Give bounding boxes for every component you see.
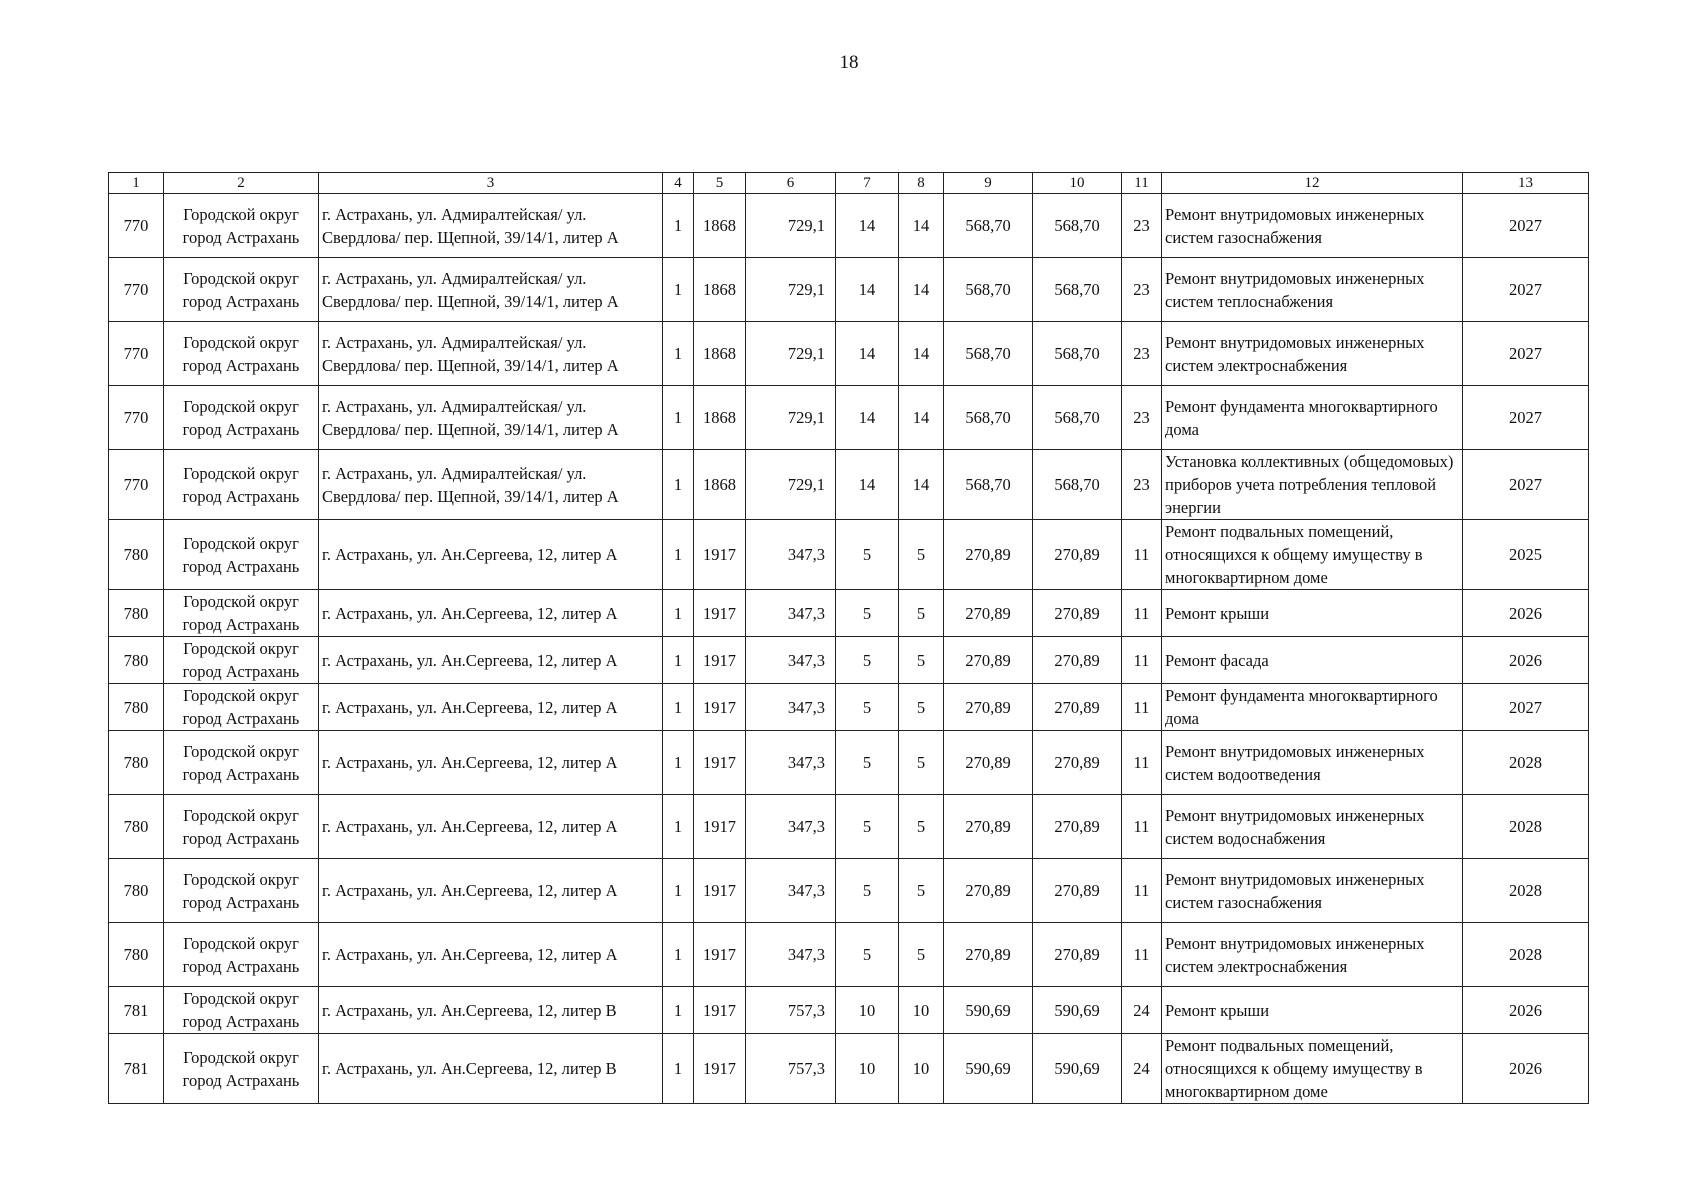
cell-col-7: 5 — [836, 637, 899, 684]
cell-col-7: 5 — [836, 923, 899, 987]
cell-planned-year: 2026 — [1463, 987, 1589, 1034]
housing-register-table — [108, 172, 1589, 1104]
cell-col-8: 5 — [899, 859, 944, 923]
cell-col-9: 568,70 — [944, 194, 1033, 258]
table-row — [109, 386, 1589, 450]
cell-number: 781 — [109, 1034, 164, 1104]
cell-col-10: 568,70 — [1033, 322, 1122, 386]
cell-address: г. Астрахань, ул. Ан.Сергеева, 12, литер А — [319, 859, 663, 923]
cell-address: г. Астрахань, ул. Ан.Сергеева, 12, литер А — [319, 520, 663, 590]
cell-col-11: 11 — [1122, 637, 1162, 684]
column-header-1: 1 — [109, 173, 164, 194]
cell-address: г. Астрахань, ул. Ан.Сергеева, 12, литер В — [319, 987, 663, 1034]
cell-col-11: 11 — [1122, 684, 1162, 731]
cell-col-11: 23 — [1122, 386, 1162, 450]
cell-year: 1868 — [694, 322, 746, 386]
cell-col-11: 24 — [1122, 987, 1162, 1034]
cell-work-type: Ремонт крыши — [1162, 987, 1463, 1034]
cell-col-9: 270,89 — [944, 684, 1033, 731]
cell-col-8: 14 — [899, 258, 944, 322]
cell-planned-year: 2027 — [1463, 450, 1589, 520]
cell-col-7: 5 — [836, 590, 899, 637]
table-row — [109, 520, 1589, 590]
cell-col-9: 270,89 — [944, 923, 1033, 987]
cell-municipality: Городской округ город Астрахань — [164, 1034, 319, 1104]
column-header-10: 10 — [1033, 173, 1122, 194]
cell-area: 347,3 — [746, 637, 836, 684]
cell-address: г. Астрахань, ул. Ан.Сергеева, 12, литер А — [319, 795, 663, 859]
cell-col-11: 24 — [1122, 1034, 1162, 1104]
cell-number: 770 — [109, 386, 164, 450]
cell-municipality: Городской округ город Астрахань — [164, 731, 319, 795]
cell-col-11: 11 — [1122, 590, 1162, 637]
cell-number: 780 — [109, 923, 164, 987]
cell-address: г. Астрахань, ул. Адмиралтейская/ ул. Свердлова/ пер. Щепной, 39/14/1, литер А — [319, 450, 663, 520]
table-row — [109, 322, 1589, 386]
cell-year: 1917 — [694, 987, 746, 1034]
cell-planned-year: 2027 — [1463, 194, 1589, 258]
cell-number: 780 — [109, 684, 164, 731]
cell-address: г. Астрахань, ул. Ан.Сергеева, 12, литер А — [319, 923, 663, 987]
cell-col-7: 14 — [836, 386, 899, 450]
cell-number: 770 — [109, 194, 164, 258]
cell-work-type: Ремонт внутридомовых инженерных систем газоснабжения — [1162, 859, 1463, 923]
cell-col-7: 14 — [836, 258, 899, 322]
cell-address: г. Астрахань, ул. Ан.Сергеева, 12, литер А — [319, 637, 663, 684]
cell-col-11: 11 — [1122, 731, 1162, 795]
column-header-8: 8 — [899, 173, 944, 194]
cell-col-9: 270,89 — [944, 795, 1033, 859]
column-header-12: 12 — [1162, 173, 1463, 194]
cell-col-9: 270,89 — [944, 637, 1033, 684]
cell-col-8: 5 — [899, 684, 944, 731]
cell-work-type: Ремонт внутридомовых инженерных систем электроснабжения — [1162, 923, 1463, 987]
cell-col-10: 270,89 — [1033, 590, 1122, 637]
cell-work-type: Ремонт внутридомовых инженерных систем электроснабжения — [1162, 322, 1463, 386]
cell-col-4: 1 — [663, 859, 694, 923]
cell-col-8: 14 — [899, 194, 944, 258]
cell-planned-year: 2027 — [1463, 386, 1589, 450]
table-row — [109, 859, 1589, 923]
cell-address: г. Астрахань, ул. Адмиралтейская/ ул. Свердлова/ пер. Щепной, 39/14/1, литер А — [319, 322, 663, 386]
cell-planned-year: 2027 — [1463, 258, 1589, 322]
cell-number: 780 — [109, 590, 164, 637]
cell-area: 729,1 — [746, 194, 836, 258]
cell-col-4: 1 — [663, 322, 694, 386]
cell-col-4: 1 — [663, 450, 694, 520]
cell-col-7: 5 — [836, 859, 899, 923]
cell-planned-year: 2028 — [1463, 923, 1589, 987]
cell-planned-year: 2028 — [1463, 795, 1589, 859]
cell-col-9: 270,89 — [944, 520, 1033, 590]
cell-planned-year: 2025 — [1463, 520, 1589, 590]
cell-col-8: 10 — [899, 987, 944, 1034]
cell-col-4: 1 — [663, 923, 694, 987]
table-row — [109, 637, 1589, 684]
cell-col-9: 590,69 — [944, 1034, 1033, 1104]
cell-col-9: 270,89 — [944, 859, 1033, 923]
cell-planned-year: 2028 — [1463, 731, 1589, 795]
cell-area: 347,3 — [746, 590, 836, 637]
cell-year: 1917 — [694, 590, 746, 637]
cell-col-10: 270,89 — [1033, 731, 1122, 795]
cell-col-7: 5 — [836, 520, 899, 590]
cell-col-4: 1 — [663, 1034, 694, 1104]
cell-col-7: 14 — [836, 322, 899, 386]
cell-col-11: 23 — [1122, 450, 1162, 520]
cell-col-7: 5 — [836, 795, 899, 859]
table-body — [109, 194, 1589, 1104]
cell-col-8: 5 — [899, 590, 944, 637]
cell-number: 780 — [109, 859, 164, 923]
table-row — [109, 795, 1589, 859]
cell-col-4: 1 — [663, 731, 694, 795]
column-header-7: 7 — [836, 173, 899, 194]
cell-col-9: 568,70 — [944, 386, 1033, 450]
cell-col-7: 5 — [836, 684, 899, 731]
cell-year: 1917 — [694, 637, 746, 684]
cell-number: 770 — [109, 322, 164, 386]
column-header-5: 5 — [694, 173, 746, 194]
cell-col-11: 23 — [1122, 194, 1162, 258]
cell-year: 1868 — [694, 258, 746, 322]
cell-col-10: 568,70 — [1033, 450, 1122, 520]
cell-col-9: 568,70 — [944, 450, 1033, 520]
cell-planned-year: 2026 — [1463, 590, 1589, 637]
cell-area: 347,3 — [746, 923, 836, 987]
cell-col-10: 270,89 — [1033, 684, 1122, 731]
cell-col-7: 10 — [836, 1034, 899, 1104]
cell-area: 347,3 — [746, 684, 836, 731]
cell-col-11: 23 — [1122, 322, 1162, 386]
cell-col-7: 14 — [836, 194, 899, 258]
table-row — [109, 684, 1589, 731]
cell-number: 781 — [109, 987, 164, 1034]
column-header-6: 6 — [746, 173, 836, 194]
cell-year: 1868 — [694, 450, 746, 520]
cell-municipality: Городской округ город Астрахань — [164, 637, 319, 684]
cell-address: г. Астрахань, ул. Ан.Сергеева, 12, литер А — [319, 731, 663, 795]
cell-work-type: Ремонт внутридомовых инженерных систем водоснабжения — [1162, 795, 1463, 859]
cell-col-4: 1 — [663, 795, 694, 859]
cell-work-type: Ремонт внутридомовых инженерных систем водоотведения — [1162, 731, 1463, 795]
cell-col-8: 5 — [899, 637, 944, 684]
cell-municipality: Городской округ город Астрахань — [164, 859, 319, 923]
cell-work-type: Ремонт фасада — [1162, 637, 1463, 684]
cell-year: 1868 — [694, 386, 746, 450]
cell-work-type: Ремонт подвальных помещений, относящихся к общему имуществу в многоквартирном доме — [1162, 520, 1463, 590]
cell-col-9: 568,70 — [944, 322, 1033, 386]
cell-planned-year: 2027 — [1463, 322, 1589, 386]
page-number: 18 — [839, 52, 859, 73]
cell-address: г. Астрахань, ул. Ан.Сергеева, 12, литер А — [319, 590, 663, 637]
cell-year: 1917 — [694, 1034, 746, 1104]
cell-col-10: 270,89 — [1033, 795, 1122, 859]
cell-number: 780 — [109, 731, 164, 795]
cell-municipality: Городской округ город Астрахань — [164, 795, 319, 859]
cell-col-8: 5 — [899, 795, 944, 859]
cell-area: 729,1 — [746, 322, 836, 386]
cell-address: г. Астрахань, ул. Ан.Сергеева, 12, литер В — [319, 1034, 663, 1104]
cell-municipality: Городской округ город Астрахань — [164, 450, 319, 520]
cell-work-type: Ремонт подвальных помещений, относящихся к общему имуществу в многоквартирном доме — [1162, 1034, 1463, 1104]
cell-municipality: Городской округ город Астрахань — [164, 987, 319, 1034]
cell-number: 780 — [109, 795, 164, 859]
cell-col-4: 1 — [663, 590, 694, 637]
cell-address: г. Астрахань, ул. Ан.Сергеева, 12, литер А — [319, 684, 663, 731]
cell-area: 347,3 — [746, 731, 836, 795]
cell-col-10: 270,89 — [1033, 859, 1122, 923]
column-header-3: 3 — [319, 173, 663, 194]
cell-col-10: 270,89 — [1033, 520, 1122, 590]
cell-col-10: 590,69 — [1033, 1034, 1122, 1104]
cell-municipality: Городской округ город Астрахань — [164, 520, 319, 590]
cell-col-8: 14 — [899, 450, 944, 520]
table-row — [109, 590, 1589, 637]
cell-col-10: 568,70 — [1033, 386, 1122, 450]
cell-area: 757,3 — [746, 987, 836, 1034]
cell-col-10: 568,70 — [1033, 258, 1122, 322]
cell-col-9: 568,70 — [944, 258, 1033, 322]
cell-col-8: 10 — [899, 1034, 944, 1104]
table-row — [109, 987, 1589, 1034]
cell-number: 780 — [109, 637, 164, 684]
cell-work-type: Ремонт внутридомовых инженерных систем газоснабжения — [1162, 194, 1463, 258]
column-header-9: 9 — [944, 173, 1033, 194]
cell-year: 1917 — [694, 684, 746, 731]
cell-work-type: Установка коллективных (общедомовых) приборов учета потребления тепловой энергии — [1162, 450, 1463, 520]
cell-year: 1868 — [694, 194, 746, 258]
column-header-4: 4 — [663, 173, 694, 194]
table-row — [109, 731, 1589, 795]
cell-col-8: 5 — [899, 923, 944, 987]
cell-area: 757,3 — [746, 1034, 836, 1104]
table-row — [109, 258, 1589, 322]
cell-col-10: 270,89 — [1033, 923, 1122, 987]
cell-municipality: Городской округ город Астрахань — [164, 923, 319, 987]
cell-municipality: Городской округ город Астрахань — [164, 322, 319, 386]
table-row — [109, 194, 1589, 258]
cell-area: 729,1 — [746, 258, 836, 322]
cell-area: 729,1 — [746, 386, 836, 450]
cell-municipality: Городской округ город Астрахань — [164, 590, 319, 637]
cell-col-11: 11 — [1122, 923, 1162, 987]
cell-col-11: 11 — [1122, 859, 1162, 923]
cell-col-7: 10 — [836, 987, 899, 1034]
cell-area: 347,3 — [746, 795, 836, 859]
column-number-row — [109, 173, 1589, 194]
cell-col-4: 1 — [663, 684, 694, 731]
cell-area: 347,3 — [746, 520, 836, 590]
cell-col-10: 568,70 — [1033, 194, 1122, 258]
cell-year: 1917 — [694, 795, 746, 859]
cell-municipality: Городской округ город Астрахань — [164, 258, 319, 322]
cell-col-11: 11 — [1122, 795, 1162, 859]
cell-col-4: 1 — [663, 637, 694, 684]
table-row — [109, 1034, 1589, 1104]
cell-work-type: Ремонт фундамента многоквартирного дома — [1162, 386, 1463, 450]
cell-col-9: 590,69 — [944, 987, 1033, 1034]
column-header-13: 13 — [1463, 173, 1589, 194]
cell-year: 1917 — [694, 923, 746, 987]
table-row — [109, 450, 1589, 520]
cell-number: 770 — [109, 258, 164, 322]
table-row — [109, 923, 1589, 987]
cell-year: 1917 — [694, 731, 746, 795]
cell-col-8: 14 — [899, 386, 944, 450]
cell-municipality: Городской округ город Астрахань — [164, 684, 319, 731]
cell-col-4: 1 — [663, 520, 694, 590]
cell-col-4: 1 — [663, 987, 694, 1034]
cell-col-11: 23 — [1122, 258, 1162, 322]
cell-area: 729,1 — [746, 450, 836, 520]
cell-address: г. Астрахань, ул. Адмиралтейская/ ул. Свердлова/ пер. Щепной, 39/14/1, литер А — [319, 194, 663, 258]
cell-municipality: Городской округ город Астрахань — [164, 386, 319, 450]
cell-col-10: 590,69 — [1033, 987, 1122, 1034]
cell-planned-year: 2026 — [1463, 637, 1589, 684]
cell-planned-year: 2026 — [1463, 1034, 1589, 1104]
cell-number: 770 — [109, 450, 164, 520]
cell-col-11: 11 — [1122, 520, 1162, 590]
cell-municipality: Городской округ город Астрахань — [164, 194, 319, 258]
cell-year: 1917 — [694, 520, 746, 590]
cell-col-10: 270,89 — [1033, 637, 1122, 684]
column-header-11: 11 — [1122, 173, 1162, 194]
cell-address: г. Астрахань, ул. Адмиралтейская/ ул. Свердлова/ пер. Щепной, 39/14/1, литер А — [319, 386, 663, 450]
cell-col-9: 270,89 — [944, 590, 1033, 637]
cell-planned-year: 2028 — [1463, 859, 1589, 923]
cell-col-4: 1 — [663, 258, 694, 322]
cell-col-9: 270,89 — [944, 731, 1033, 795]
cell-planned-year: 2027 — [1463, 684, 1589, 731]
cell-col-8: 5 — [899, 520, 944, 590]
cell-col-4: 1 — [663, 194, 694, 258]
cell-work-type: Ремонт фундамента многоквартирного дома — [1162, 684, 1463, 731]
cell-year: 1917 — [694, 859, 746, 923]
cell-work-type: Ремонт крыши — [1162, 590, 1463, 637]
cell-number: 780 — [109, 520, 164, 590]
cell-area: 347,3 — [746, 859, 836, 923]
cell-col-7: 5 — [836, 731, 899, 795]
cell-col-8: 5 — [899, 731, 944, 795]
cell-address: г. Астрахань, ул. Адмиралтейская/ ул. Свердлова/ пер. Щепной, 39/14/1, литер А — [319, 258, 663, 322]
column-header-2: 2 — [164, 173, 319, 194]
cell-col-8: 14 — [899, 322, 944, 386]
cell-work-type: Ремонт внутридомовых инженерных систем теплоснабжения — [1162, 258, 1463, 322]
cell-col-4: 1 — [663, 386, 694, 450]
cell-col-7: 14 — [836, 450, 899, 520]
